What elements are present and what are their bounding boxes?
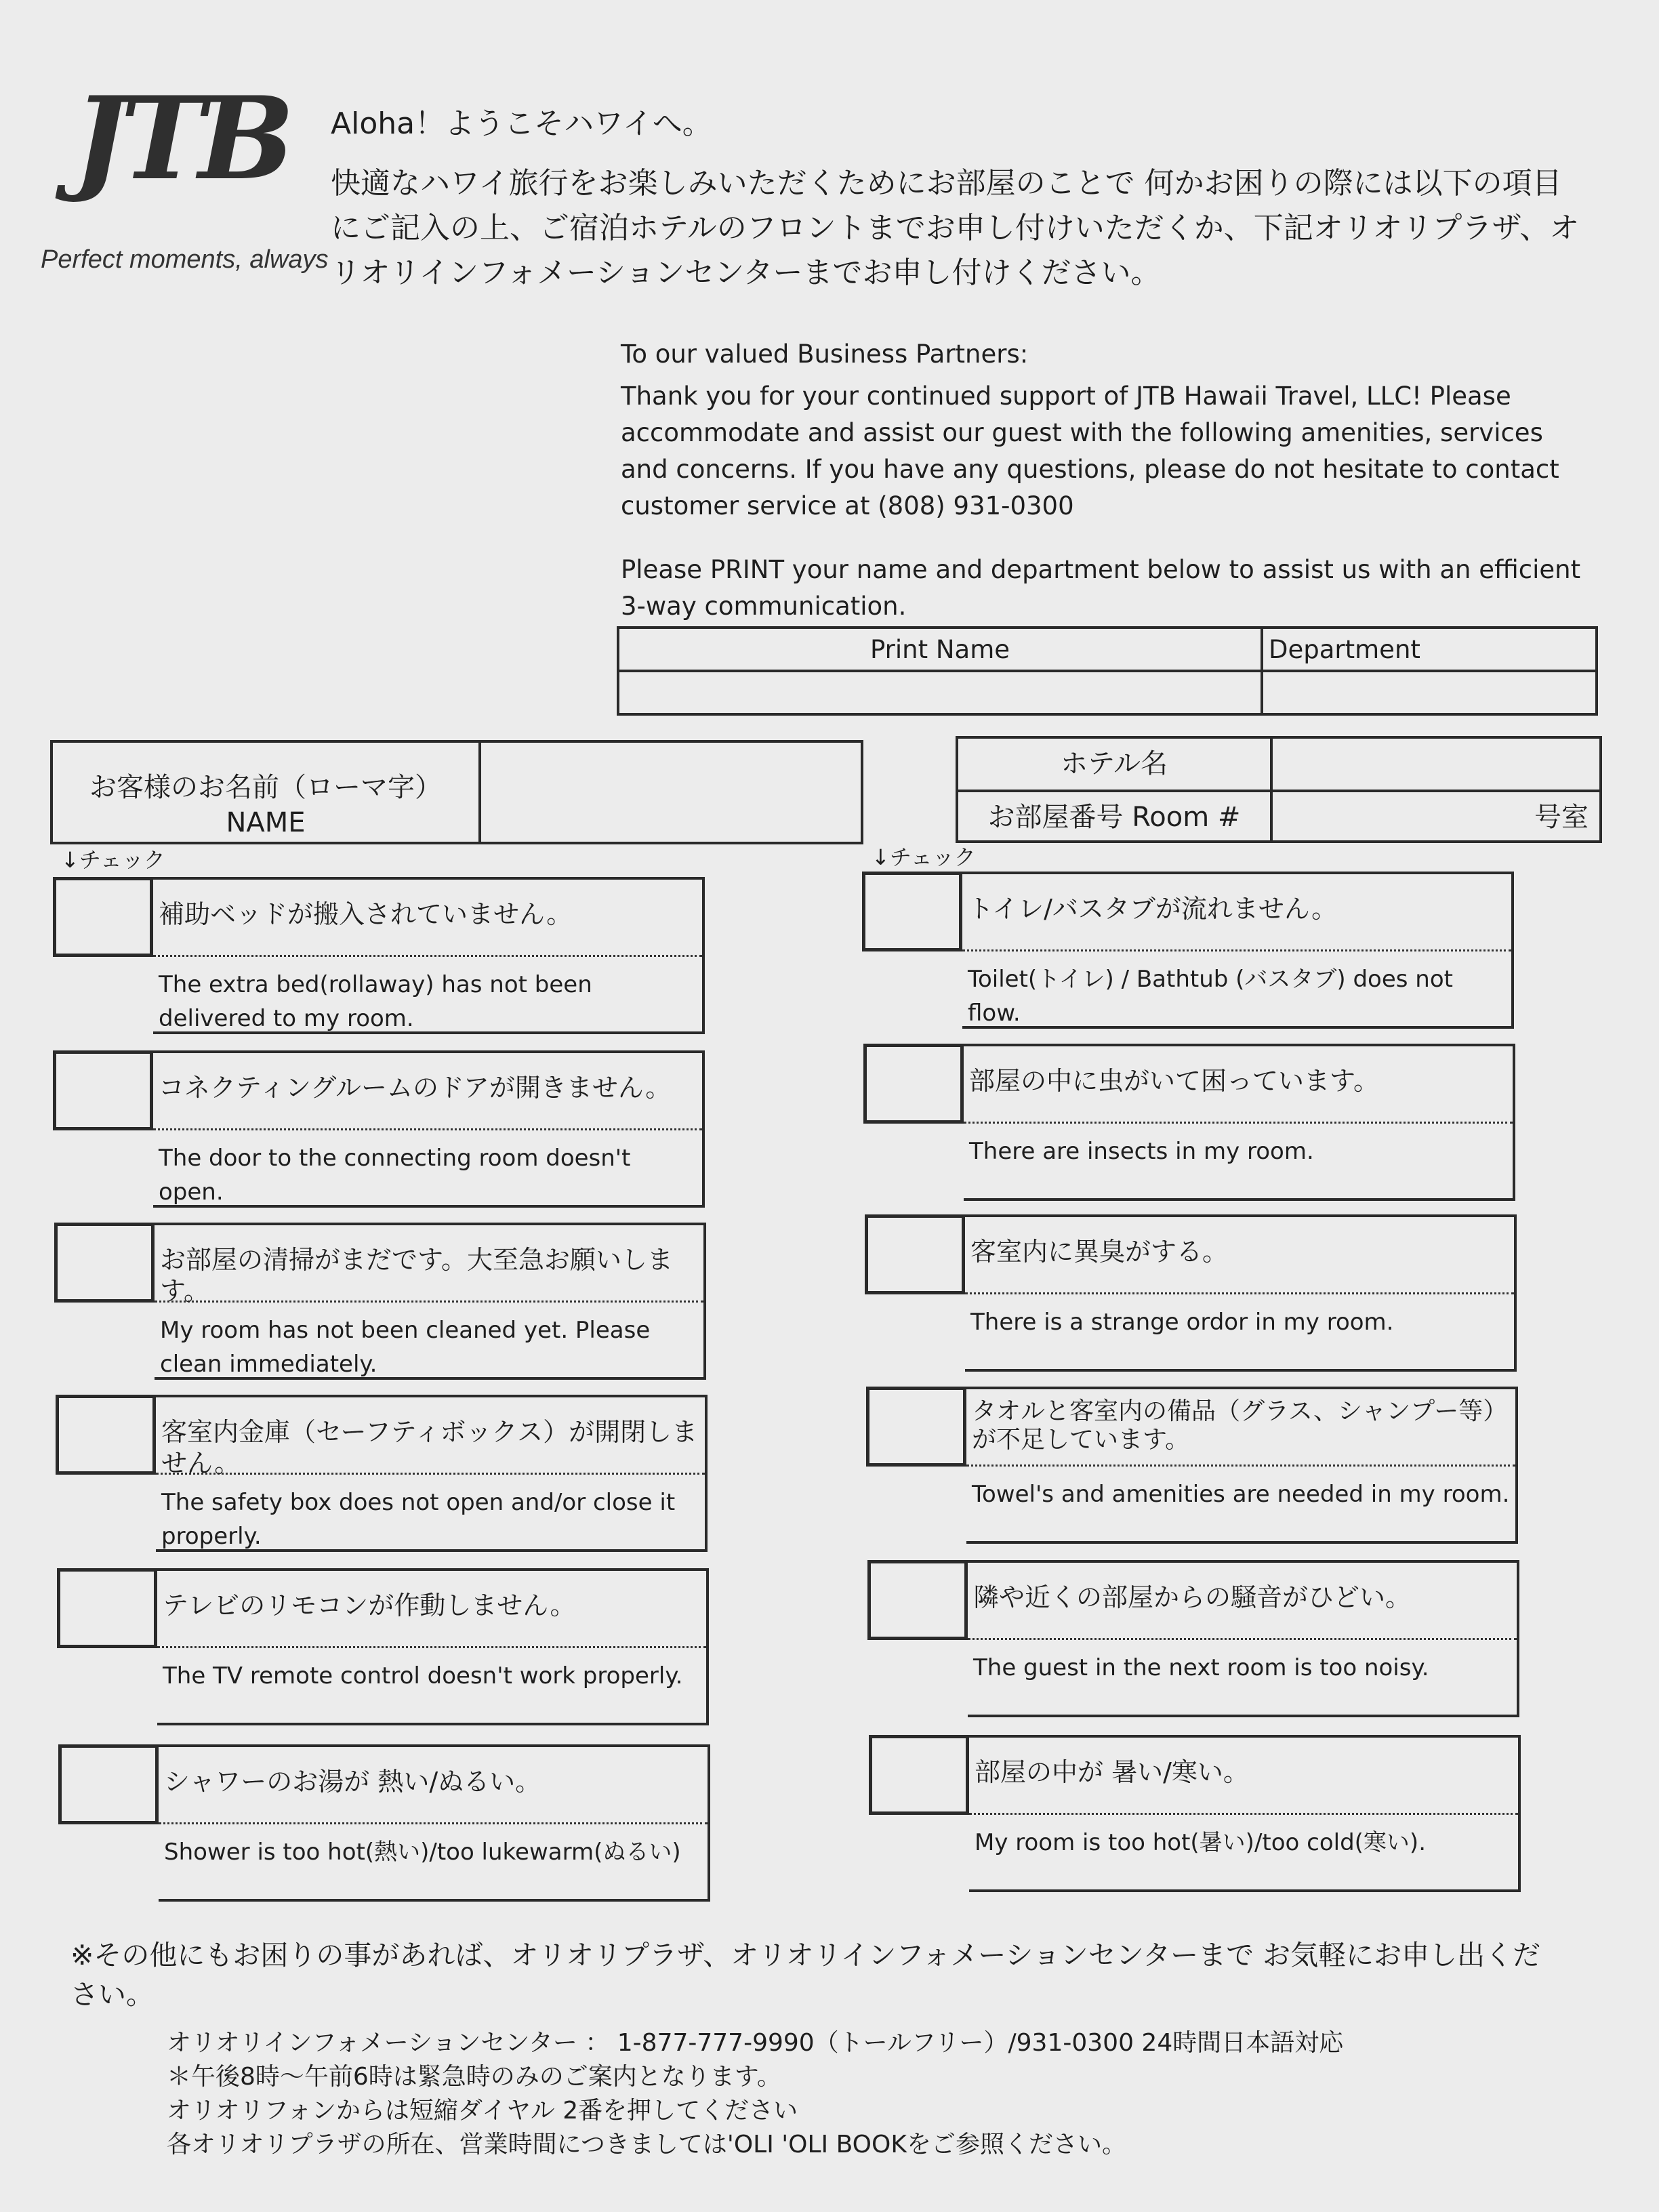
item-jp: テレビのリモコンが作動しません。 — [157, 1571, 706, 1648]
item-checkbox[interactable] — [862, 872, 962, 951]
item-jp: 客室内金庫（セーフティボックス）が開閉しません。 — [156, 1397, 705, 1475]
item-en: Towel's and amenities are needed in my room. — [972, 1481, 1510, 1508]
print-name-header: Print Name — [618, 628, 1262, 671]
checklist-item — [866, 1387, 1518, 1544]
item-en: My room is too hot(暑い)/too cold(寒い). — [975, 1829, 1427, 1856]
item-en: My room has not been cleaned yet. Please clean immediately. — [160, 1317, 651, 1378]
checklist-item — [862, 872, 1514, 1029]
checklist-item — [57, 1568, 709, 1725]
guest-name-label-en: NAME — [226, 807, 306, 838]
item-jp: 隣や近くの部屋からの騒音がひどい。 — [968, 1563, 1517, 1640]
footer-line-3: オリオリフォンからは短縮ダイヤル 2番を押してください — [167, 2097, 798, 2125]
item-jp: シャワーのお湯が 熱い/ぬるい。 — [159, 1747, 708, 1824]
item-jp: 部屋の中に虫がいて困っています。 — [964, 1046, 1513, 1124]
guest-name-field[interactable] — [481, 743, 861, 842]
checklist-item — [869, 1735, 1521, 1892]
item-checkbox[interactable] — [869, 1735, 969, 1815]
item-jp: 部屋の中が 暑い/寒い。 — [969, 1738, 1518, 1815]
hotel-room-box — [956, 736, 1602, 843]
item-jp: お部屋の清掃がまだです。大至急お願いします。 — [155, 1225, 703, 1303]
checklist-item — [53, 1050, 705, 1208]
item-jp: トイレ/バスタブが流れません。 — [962, 874, 1511, 951]
staff-info-table — [617, 626, 1598, 716]
checklist-item — [53, 877, 705, 1034]
item-en: The extra bed(rollaway) has not been delivered to my room. — [159, 971, 592, 1032]
checklist-item — [865, 1214, 1517, 1372]
item-checkbox[interactable] — [866, 1387, 966, 1467]
intro-section — [331, 102, 1591, 310]
department-field[interactable] — [1262, 671, 1597, 714]
item-checkbox[interactable] — [57, 1568, 157, 1648]
room-number-field[interactable] — [1273, 792, 1599, 843]
guest-name-label-jp: お客様のお名前（ローマ字） — [89, 772, 442, 803]
guest-name-box — [50, 740, 863, 844]
footer-line-4: 各オリオリプラザの所在、営業時間につきましては'OLI 'OLI BOOKをご参照ください。 — [167, 2131, 1126, 2158]
item-checkbox[interactable] — [863, 1044, 964, 1124]
logo-tagline: Perfect moments, always — [41, 245, 329, 274]
checklist-item — [863, 1044, 1515, 1201]
room-suffix: 号室 — [1534, 802, 1589, 833]
intro-greeting: Aloha！ようこそハワイへ。 — [331, 106, 712, 141]
checklist-item — [867, 1560, 1519, 1717]
guest-name-label — [53, 743, 481, 842]
hotel-name-field[interactable] — [1273, 739, 1599, 790]
check-label-right: ↓チェック — [872, 844, 976, 870]
item-en: Toilet(トイレ) / Bathtub (バスタブ) does not flow. — [968, 966, 1453, 1027]
item-en: There are insects in my room. — [969, 1138, 1314, 1165]
jtb-logo: JTB — [73, 71, 288, 205]
contact-footer — [167, 2026, 1624, 2162]
room-number-label: お部屋番号 Room # — [958, 792, 1273, 843]
partner-message — [621, 336, 1597, 625]
item-checkbox[interactable] — [56, 1395, 156, 1475]
checklist-item — [58, 1744, 710, 1902]
item-checkbox[interactable] — [53, 1050, 153, 1130]
partner-body: Thank you for your continued support of JTB Hawaii Travel, LLC! Please accommodate and assist our guest with the following amenities, services and concerns. If you have any questions, please do not hesitate to contact customer service at (808) 931-0300 — [621, 382, 1559, 520]
item-en: The door to the connecting room doesn't open. — [159, 1145, 631, 1206]
checklist-item — [54, 1223, 706, 1380]
item-en: The safety box does not open and/or close it properly. — [161, 1489, 676, 1550]
item-checkbox[interactable] — [58, 1744, 159, 1824]
item-checkbox[interactable] — [53, 877, 153, 957]
item-en: The guest in the next room is too noisy. — [973, 1654, 1429, 1681]
additional-note: ※その他にもお困りの事があれば、オリオリプラザ、オリオリインフォメーションセンターまで お気軽にお申し出ください。 — [70, 1939, 1541, 2011]
footer-line-2: ＊午後8時～午前6時は緊急時のみのご案内となります。 — [167, 2063, 781, 2091]
item-en: The TV remote control doesn't work properly. — [163, 1662, 683, 1689]
check-label-left: ↓チェック — [61, 847, 165, 873]
item-jp: 客室内に異臭がする。 — [965, 1217, 1514, 1294]
department-header: Department — [1262, 628, 1597, 671]
item-checkbox[interactable] — [867, 1560, 968, 1640]
item-jp: コネクティングルームのドアが開きません。 — [153, 1053, 702, 1130]
footer-line-1: オリオリインフォメーションセンター ： 1-877-777-9990（トールフリー）/931-0300 24時間日本語対応 — [167, 2029, 1344, 2057]
print-instruction: Please PRINT your name and department below to assist us with an efficient 3-way communication. — [621, 555, 1581, 621]
item-jp: 補助ベッドが搬入されていません。 — [153, 880, 702, 957]
item-en: Shower is too hot(熱い)/too lukewarm(ぬるい) — [164, 1839, 681, 1866]
print-name-field[interactable] — [618, 671, 1262, 714]
item-en: There is a strange ordor in my room. — [970, 1309, 1394, 1336]
item-jp: タオルと客室内の備品（グラス、シャンプー等）が不足しています。 — [966, 1389, 1515, 1467]
item-checkbox[interactable] — [54, 1223, 155, 1303]
item-checkbox[interactable] — [865, 1214, 965, 1294]
checklist-item — [56, 1395, 708, 1552]
intro-body: 快適なハワイ旅行をお楽しみいただくためにお部屋のことで 何かお困りの際には以下の項目にご記入の上、ご宿泊ホテルのフロントまでお申し付けいただくか、下記オリオリプラザ、オリオリインフォメーションセンターまでお申し付けください。 — [331, 166, 1580, 290]
partner-salutation: To our valued Business Partners: — [621, 340, 1029, 369]
hotel-name-label: ホテル名 — [958, 739, 1273, 790]
